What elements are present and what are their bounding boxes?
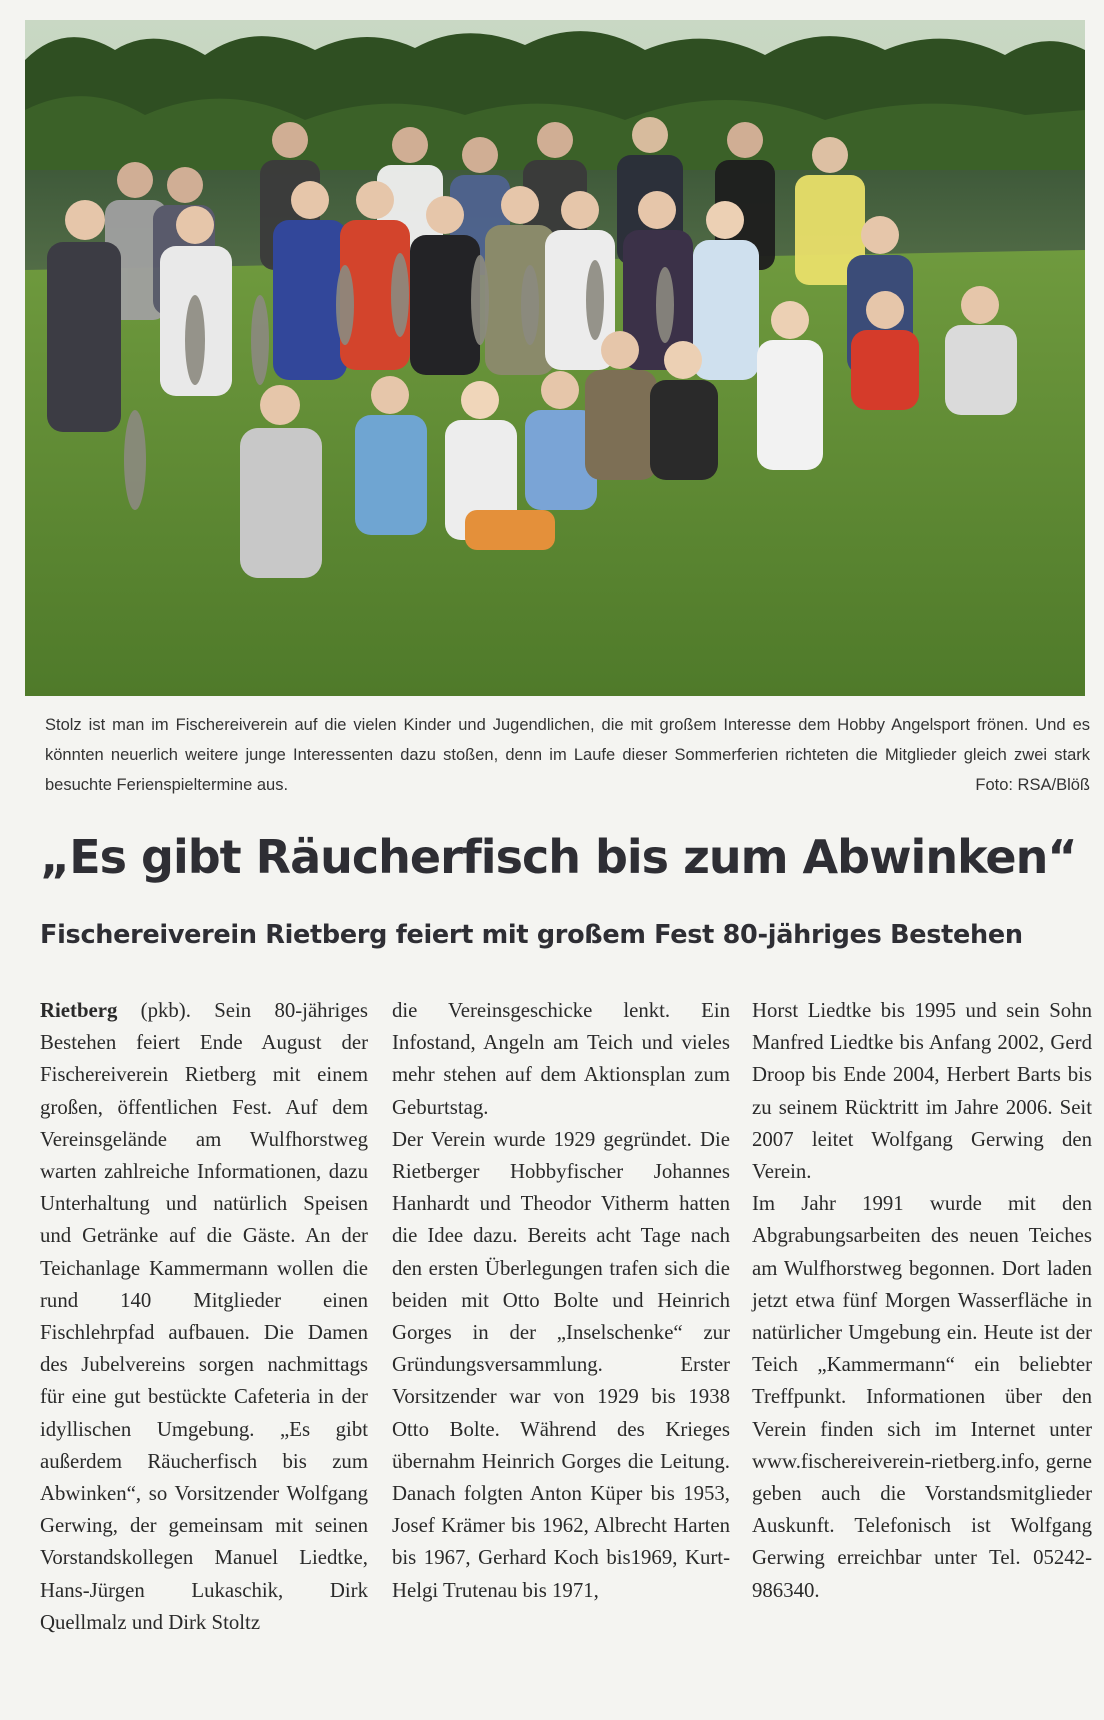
photo-credit: Foto: RSA/Blöß [975, 776, 1090, 794]
group-photo-image [25, 20, 1085, 696]
column-1-text: (pkb). Sein 80-jähriges Bestehen feiert Ende August der Fischereiverein Rietberg mit einem großen, öffentlichen Fest. Auf dem Vereinsgelände am Wulfhorstweg warten zahlreiche Informationen, dazu Unterhaltung und natürlich Speisen und Getränke auf die Gäste. An der Teichanlage Kammermann wollen die rund 140 Mitglieder einen Fischlehrpfad aufbauen. Die Damen des Jubelvereins sorgen nachmittags für eine gut bestückte Cafeteria in der idyllischen Umgebung. „Es gibt außerdem Räucherfisch bis zum Abwinken“, so Vorsitzender Wolfgang Gerwing, der gemeinsam mit seinen Vorstandskollegen Manuel Liedtke, Hans-Jürgen Lukaschik, Dirk Quellmalz und Dirk Stoltz [40, 999, 368, 1634]
column-2-paragraph-2: Der Verein wurde 1929 gegründet. Die Rietberger Hobbyfischer Johannes Hanhardt und Theodor Vitherm hatten die Idee dazu. Bereits acht Tage nach den ersten Überlegungen trafen sich die beiden mit Otto Bolte und Heinrich Gorges in der „Inselschenke“ zur Gründungsversammlung. Erster Vorsitzender war von 1929 bis 1938 Otto Bolte. Während des Krieges übernahm Heinrich Gorges die Leitung. Danach folgten Anton Küper bis 1953, Josef Krämer bis 1962, Albrecht Harten bis 1967, Gerhard Koch bis1969, Kurt-Helgi Trutenau bis 1971, [392, 1127, 730, 1602]
column-2-paragraph-1: die Vereinsgeschicke lenkt. Ein Infostand, Angeln am Teich und vieles mehr stehen auf dem Aktionsplan zum Geburtstag. [392, 999, 730, 1119]
column-3-paragraph-1: Horst Liedtke bis 1995 und sein Sohn Manfred Liedtke bis Anfang 2002, Gerd Droop bis Ende 2004, Herbert Barts bis zu seinem Rücktritt im Jahre 2006. Seit 2007 leitet Wolfgang Gerwing den Verein. [752, 999, 1092, 1184]
headline: „Es gibt Räucherfisch bis zum Abwinken“ [40, 830, 1077, 884]
subheadline: Fischereiverein Rietberg feiert mit großem Fest 80-jähriges Bestehen [40, 920, 1023, 950]
caption-text: Stolz ist man im Fischereiverein auf die vielen Kinder und Jugendlichen, die mit großem Interesse dem Hobby Angelsport frönen. Und es könnten neuerlich weitere junge Interessenten dazu stoßen, denn im Laufe dieser Sommerferien richteten die Mitglieder gleich zwei stark besuchte Ferienspieltermine aus. [45, 716, 1090, 794]
article-column-3 [752, 995, 1092, 1607]
dateline: Rietberg [40, 999, 118, 1022]
group-photo [25, 20, 1085, 696]
article-column-2 [392, 995, 730, 1607]
article-column-1 [40, 995, 368, 1639]
column-3-paragraph-2: Im Jahr 1991 wurde mit den Abgrabungsarbeiten des neuen Teiches am Wulfhorstweg begonnen. Dort laden jetzt etwa fünf Morgen Wasserfläche in natürlicher Umgebung ein. Heute ist der Teich „Kammermann“ ein beliebter Treffpunkt. Informationen über den Verein finden sich im Internet unter www.fischereiverein-rietberg.info, gerne geben auch die Vorstandsmitglieder Auskunft. Telefonisch ist Wolfgang Gerwing erreichbar unter Tel. 05242-986340. [752, 1192, 1092, 1602]
photo-caption [45, 710, 1090, 800]
